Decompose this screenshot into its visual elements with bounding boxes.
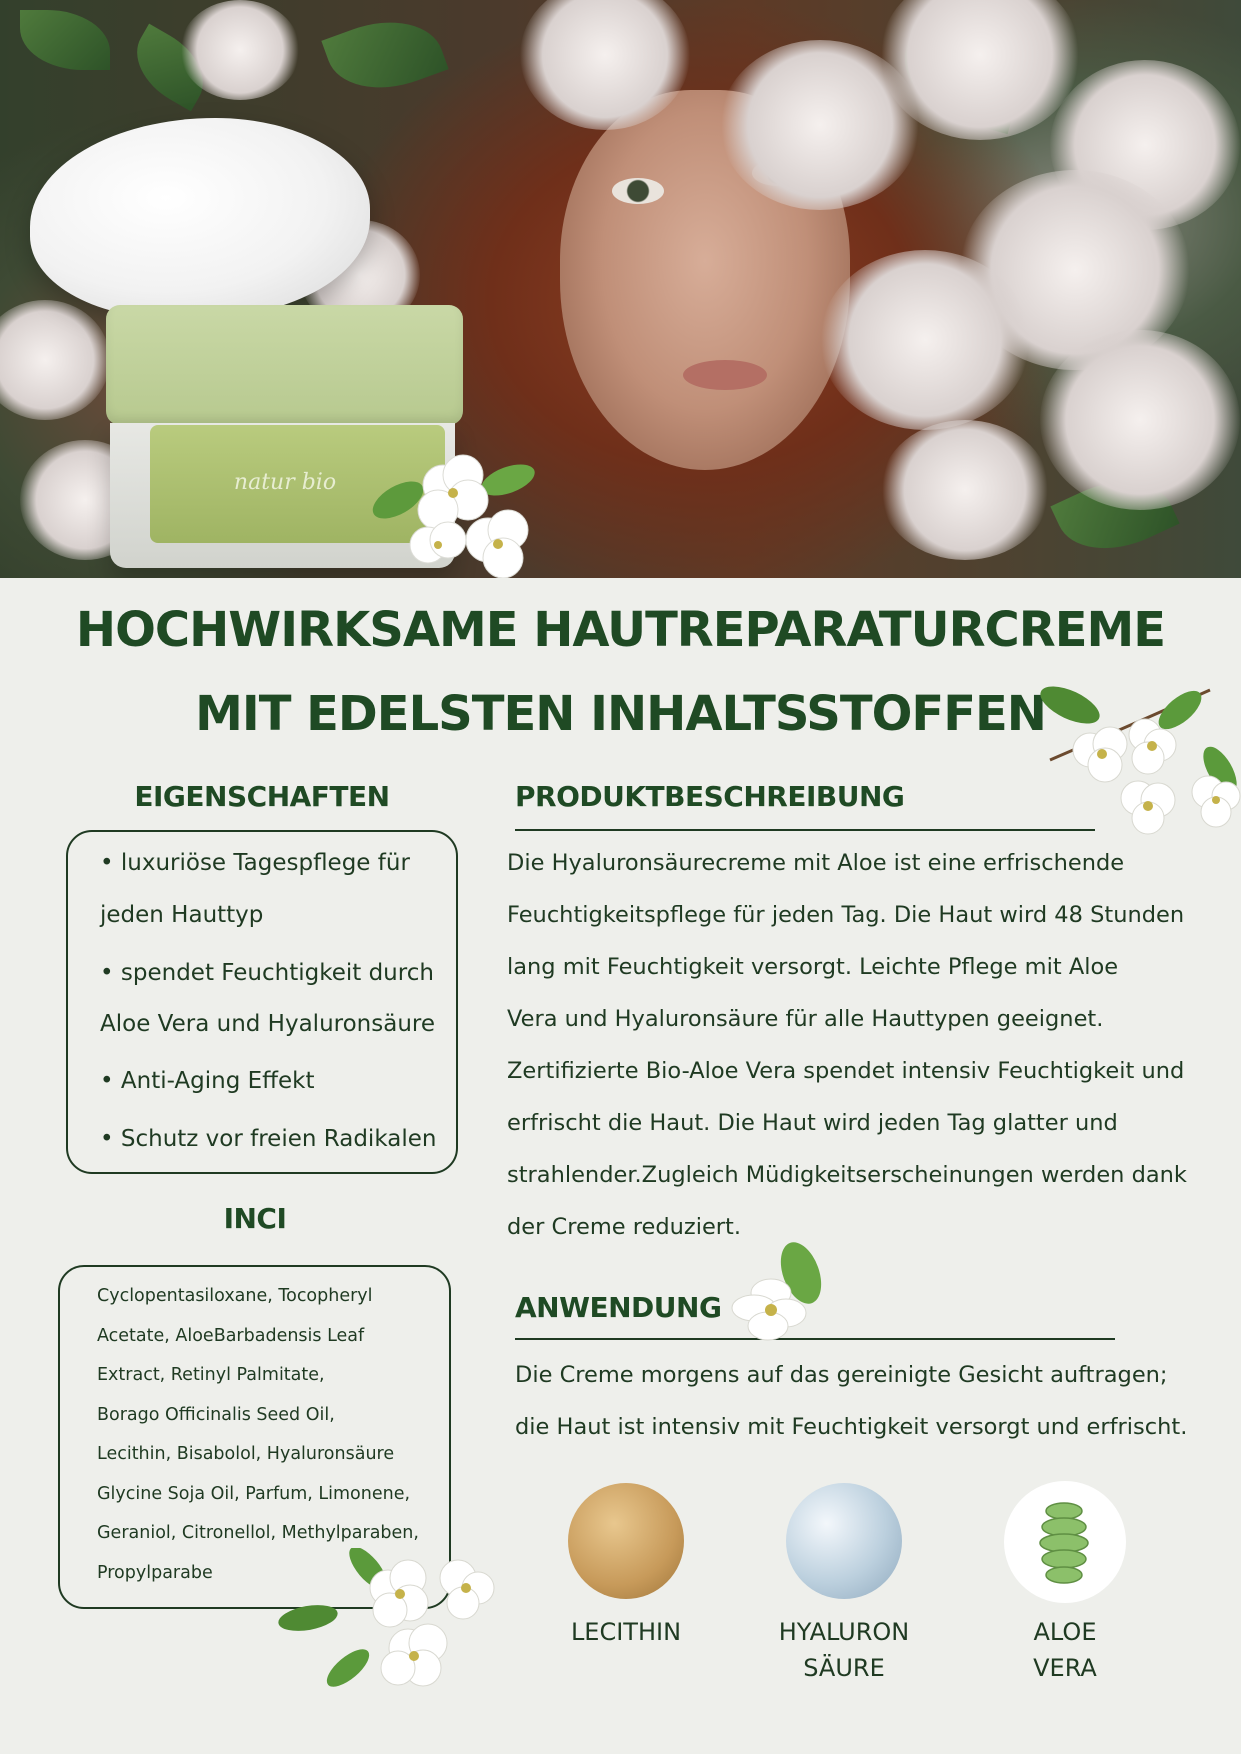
inci-line: Geraniol, Citronellol, Methylparaben, bbox=[97, 1523, 419, 1543]
description-line: Die Hyaluronsäurecreme mit Aloe ist eine erfrischende bbox=[507, 850, 1125, 876]
heading-underline bbox=[515, 829, 1095, 831]
inci-line: Glycine Soja Oil, Parfum, Limonene, bbox=[97, 1484, 411, 1504]
description-line: der Creme reduziert. bbox=[507, 1214, 742, 1240]
page-title-line-2: MIT EDELSTEN INHALTSSTOFFEN bbox=[195, 686, 1046, 742]
lecithin-icon bbox=[568, 1483, 684, 1599]
ingredient-label-line: VERA bbox=[1033, 1654, 1097, 1682]
inci-line: Extract, Retinyl Palmitate, bbox=[97, 1365, 325, 1385]
blossom bbox=[1040, 330, 1240, 510]
ingredient-label-line: LECITHIN bbox=[570, 1618, 682, 1646]
inci-line: Borago Officinalis Seed Oil, bbox=[97, 1405, 335, 1425]
ingredient-label-hyaluron bbox=[744, 1614, 944, 1686]
eigenschaften-line: • Schutz vor freien Radikalen bbox=[100, 1126, 437, 1152]
blossom bbox=[880, 420, 1050, 560]
description-line: Vera und Hyaluronsäure für alle Hauttypen geeignet. bbox=[507, 1006, 1104, 1032]
ingredient-label-aloe-vera bbox=[965, 1614, 1165, 1686]
description-line: Feuchtigkeitspflege für jeden Tag. Die Haut wird 48 Stunden bbox=[507, 902, 1185, 928]
anwendung-line: Die Creme morgens auf das gereinigte Gesicht auftragen; bbox=[515, 1362, 1168, 1388]
eigenschaften-line: • luxuriöse Tagespflege für bbox=[100, 850, 410, 876]
blossom bbox=[820, 250, 1030, 430]
eigenschaften-line: Aloe Vera und Hyaluronsäure bbox=[100, 1011, 436, 1037]
inci-line: Acetate, AloeBarbadensis Leaf bbox=[97, 1326, 365, 1346]
eigenschaften-heading: EIGENSCHAFTEN bbox=[134, 780, 390, 813]
leaf bbox=[20, 10, 110, 70]
description-line: strahlender.Zugleich Müdigkeitserscheinungen werden dank bbox=[507, 1162, 1187, 1188]
aloe-vera-icon bbox=[1004, 1481, 1126, 1603]
hero-photo bbox=[0, 0, 1241, 578]
anwendung-heading: ANWENDUNG bbox=[515, 1291, 722, 1324]
produktbeschreibung-heading: PRODUKTBESCHREIBUNG bbox=[515, 780, 905, 813]
blossom bbox=[180, 0, 300, 100]
description-line: lang mit Feuchtigkeit versorgt. Leichte Pflege mit Aloe bbox=[507, 954, 1119, 980]
flower-branch-icon bbox=[1030, 670, 1241, 840]
ingredient-label-line: ALOE bbox=[1033, 1618, 1097, 1646]
jar-lid bbox=[106, 305, 463, 425]
eigenschaften-line: • Anti-Aging Effekt bbox=[100, 1068, 315, 1094]
inci-line: Lecithin, Bisabolol, Hyaluronsäure bbox=[97, 1444, 395, 1464]
description-line: erfrischt die Haut. Die Haut wird jeden Tag glatter und bbox=[507, 1110, 1118, 1136]
eigenschaften-line: • spendet Feuchtigkeit durch bbox=[100, 960, 434, 986]
hyaluron-icon bbox=[786, 1483, 902, 1599]
cream-swirl bbox=[30, 118, 370, 318]
inci-line: Propylparabe bbox=[97, 1563, 213, 1583]
jar-logo: natur bio bbox=[233, 470, 337, 495]
inci-heading: INCI bbox=[223, 1202, 287, 1235]
eigenschaften-line: jeden Hauttyp bbox=[100, 902, 264, 928]
model-lips bbox=[683, 360, 767, 390]
inci-line: Cyclopentasiloxane, Tocopheryl bbox=[97, 1286, 373, 1306]
flower-icon bbox=[716, 1238, 826, 1348]
model-eye-left bbox=[612, 178, 664, 204]
ingredient-label-line: HYALURON bbox=[778, 1618, 910, 1646]
blossom bbox=[0, 300, 110, 420]
anwendung-line: die Haut ist intensiv mit Feuchtigkeit versorgt und erfrischt. bbox=[515, 1414, 1188, 1440]
leaf bbox=[321, 3, 448, 106]
flower-cluster-icon bbox=[278, 1548, 528, 1698]
ingredient-label-line: SÄURE bbox=[803, 1654, 885, 1682]
flower-cluster-icon bbox=[368, 440, 548, 578]
ingredient-label-lecithin bbox=[526, 1614, 726, 1650]
page-title-line-1: HOCHWIRKSAME HAUTREPARATURCREME bbox=[75, 602, 1166, 658]
description-line: Zertifizierte Bio-Aloe Vera spendet intensiv Feuchtigkeit und bbox=[507, 1058, 1185, 1084]
